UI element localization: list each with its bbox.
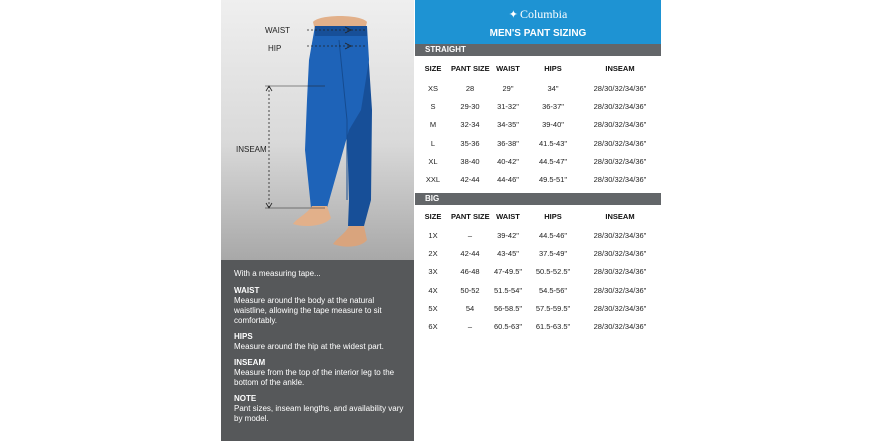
cell-pant-size: 46-48 xyxy=(460,267,480,277)
cell-hips: 57.5-59.5" xyxy=(535,303,571,313)
col-size: SIZE xyxy=(424,63,442,73)
cell-hips: 49.5-51" xyxy=(538,175,568,185)
table-row xyxy=(415,170,661,188)
brand-banner xyxy=(415,0,661,44)
cell-inseam: 28/30/32/34/36" xyxy=(593,230,647,240)
size-chart-panel xyxy=(415,0,661,441)
table-row xyxy=(415,263,661,281)
cell-size: 1X xyxy=(428,230,438,240)
straight-header-row xyxy=(415,57,661,79)
back-foot xyxy=(333,226,367,247)
table-row xyxy=(415,226,661,244)
note-text: Pant sizes, inseam lengths, and availability vary by model. xyxy=(234,404,404,423)
cell-size: M xyxy=(429,120,437,130)
hips-heading: HIPS xyxy=(234,332,253,341)
cell-inseam: 28/30/32/34/36" xyxy=(593,156,647,166)
instructions-panel xyxy=(221,260,414,441)
cell-size: 2X xyxy=(428,248,438,258)
cell-waist: 47-49.5" xyxy=(493,267,523,277)
col-waist: WAIST xyxy=(496,211,520,221)
table-row xyxy=(415,244,661,262)
table-row xyxy=(415,79,661,97)
inseam-text: Measure from the top of the interior leg to the bottom of the ankle. xyxy=(234,368,395,387)
table-row xyxy=(415,116,661,134)
cell-inseam: 28/30/32/34/36" xyxy=(593,175,647,185)
cell-pant-size: 54 xyxy=(465,303,475,313)
cell-waist: 36-38" xyxy=(497,138,519,148)
cell-size: S xyxy=(430,101,436,111)
cell-pant-size: – xyxy=(467,230,473,240)
cell-size: 5X xyxy=(428,303,438,313)
cell-hips: 54.5-56" xyxy=(538,285,568,295)
cell-inseam: 28/30/32/34/36" xyxy=(593,322,647,332)
waistband xyxy=(315,26,367,36)
front-foot xyxy=(293,206,331,226)
col-size: SIZE xyxy=(424,211,442,221)
cell-size: 3X xyxy=(428,267,438,277)
table-row xyxy=(415,281,661,299)
col-inseam: INSEAM xyxy=(605,63,635,73)
pant-figure xyxy=(221,0,414,260)
table-row xyxy=(415,299,661,317)
cell-pant-size: 28 xyxy=(465,83,475,93)
cell-size: L xyxy=(430,138,436,148)
cell-size: XL xyxy=(428,156,438,166)
cell-hips: 34" xyxy=(547,83,559,93)
table-row xyxy=(415,134,661,152)
inseam-label: INSEAM xyxy=(236,145,267,154)
table-row xyxy=(415,152,661,170)
cell-waist: 56-58.5" xyxy=(493,303,523,313)
big-size-table xyxy=(415,206,661,336)
instructions-intro: With a measuring tape... xyxy=(234,269,321,278)
cell-hips: 36-37" xyxy=(542,101,564,111)
cell-pant-size: – xyxy=(467,322,473,332)
cell-waist: 31-32" xyxy=(497,101,519,111)
note-heading: NOTE xyxy=(234,394,257,403)
cell-pant-size: 42-44 xyxy=(460,175,480,185)
cell-waist: 40-42" xyxy=(497,156,519,166)
pant-illustration xyxy=(221,0,414,260)
col-inseam: INSEAM xyxy=(605,211,635,221)
columbia-diamond-icon: ✦ xyxy=(508,9,518,21)
cell-inseam: 28/30/32/34/36" xyxy=(593,138,647,148)
cell-hips: 44.5-47" xyxy=(538,156,568,166)
cell-inseam: 28/30/32/34/36" xyxy=(593,83,647,93)
cell-inseam: 28/30/32/34/36" xyxy=(593,101,647,111)
table-row xyxy=(415,317,661,335)
cell-hips: 61.5-63.5" xyxy=(535,322,571,332)
cell-hips: 50.5-52.5" xyxy=(535,267,571,277)
cell-pant-size: 29-30 xyxy=(460,101,480,111)
brand-name: Columbia xyxy=(519,7,568,21)
col-hips: HIPS xyxy=(544,211,562,221)
cell-inseam: 28/30/32/34/36" xyxy=(593,285,647,295)
cell-pant-size: 35-36 xyxy=(460,138,480,148)
cell-waist: 43-45" xyxy=(497,248,519,258)
cell-size: 4X xyxy=(428,285,438,295)
col-waist: WAIST xyxy=(496,63,520,73)
col-hips: HIPS xyxy=(544,63,562,73)
big-section-header: BIG xyxy=(415,193,661,205)
cell-waist: 34-35" xyxy=(497,120,519,130)
table-row xyxy=(415,97,661,115)
straight-size-table xyxy=(415,57,661,189)
cell-inseam: 28/30/32/34/36" xyxy=(593,120,647,130)
hips-text: Measure around the hip at the widest part. xyxy=(234,342,384,351)
cell-size: XS xyxy=(427,83,438,93)
cell-inseam: 28/30/32/34/36" xyxy=(593,303,647,313)
cell-waist: 44-46" xyxy=(497,175,519,185)
col-pant-size: PANT SIZE xyxy=(451,211,490,221)
cell-waist: 60.5-63" xyxy=(493,322,523,332)
cell-waist: 29" xyxy=(502,83,514,93)
chart-title: MEN'S PANT SIZING xyxy=(489,28,587,39)
cell-pant-size: 32-34 xyxy=(460,120,480,130)
big-header-row xyxy=(415,206,661,226)
cell-waist: 39-42" xyxy=(497,230,519,240)
straight-section-header: STRAIGHT xyxy=(415,44,661,56)
col-pant-size: PANT SIZE xyxy=(451,63,490,73)
brand-logo xyxy=(415,7,661,22)
waist-label: WAIST xyxy=(265,26,291,35)
cell-size: XXL xyxy=(425,175,441,185)
cell-inseam: 28/30/32/34/36" xyxy=(593,267,647,277)
hip-label: HIP xyxy=(268,44,282,53)
waist-text: Measure around the body at the natural waistline, allowing the tape measure to sit comfortably. xyxy=(234,296,382,325)
cell-pant-size: 38-40 xyxy=(460,156,480,166)
cell-hips: 44.5-46" xyxy=(538,230,568,240)
cell-hips: 37.5-49" xyxy=(538,248,568,258)
cell-inseam: 28/30/32/34/36" xyxy=(593,248,647,258)
cell-size: 6X xyxy=(428,322,438,332)
cell-pant-size: 42-44 xyxy=(460,248,480,258)
waist-heading: WAIST xyxy=(234,286,260,295)
inseam-heading: INSEAM xyxy=(234,358,266,367)
cell-waist: 51.5-54" xyxy=(493,285,523,295)
cell-pant-size: 50-52 xyxy=(460,285,480,295)
left-panel xyxy=(221,0,414,441)
cell-hips: 41.5-43" xyxy=(538,138,568,148)
cell-hips: 39-40" xyxy=(542,120,564,130)
